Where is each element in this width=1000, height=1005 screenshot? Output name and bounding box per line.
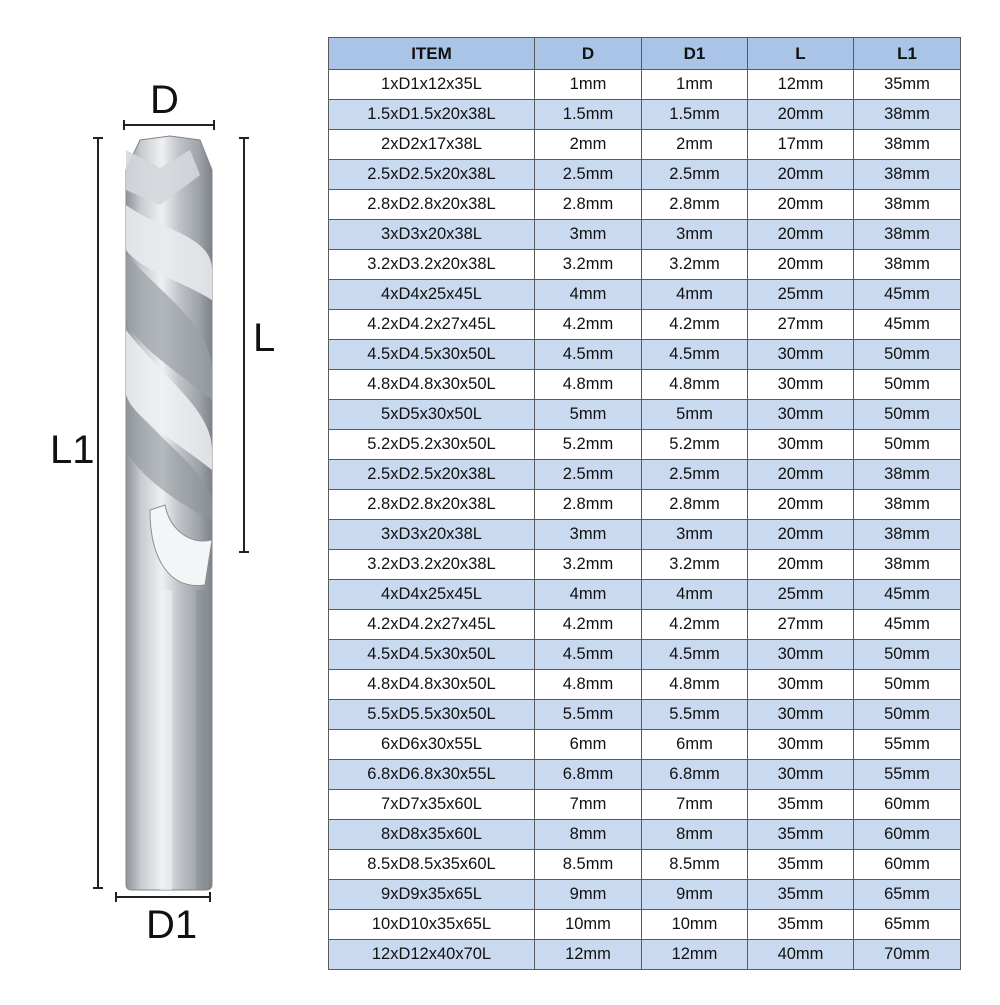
- cell-l: 30mm: [748, 430, 854, 460]
- table-row: [329, 100, 961, 130]
- table-row: [329, 400, 961, 430]
- cell-item: 10xD10x35x65L: [329, 910, 535, 940]
- header-item: ITEM: [329, 38, 535, 70]
- table-row: [329, 70, 961, 100]
- cell-item: 2.5xD2.5x20x38L: [329, 160, 535, 190]
- cell-l: 25mm: [748, 280, 854, 310]
- cell-l: 35mm: [748, 910, 854, 940]
- cell-item: 3xD3x20x38L: [329, 520, 535, 550]
- drill-bit-image: [0, 0, 320, 1000]
- label-d: D: [150, 78, 179, 122]
- cell-l: 25mm: [748, 580, 854, 610]
- cell-d: 5mm: [535, 400, 642, 430]
- cell-item: 5.2xD5.2x30x50L: [329, 430, 535, 460]
- cell-l1: 50mm: [854, 400, 961, 430]
- cell-d1: 6mm: [642, 730, 748, 760]
- cell-l: 20mm: [748, 520, 854, 550]
- cell-l: 30mm: [748, 400, 854, 430]
- cell-l1: 55mm: [854, 730, 961, 760]
- cell-d1: 6.8mm: [642, 760, 748, 790]
- cell-d: 4.5mm: [535, 640, 642, 670]
- cell-d: 2.5mm: [535, 160, 642, 190]
- cell-d1: 3mm: [642, 520, 748, 550]
- cell-item: 2xD2x17x38L: [329, 130, 535, 160]
- cell-l1: 38mm: [854, 460, 961, 490]
- cell-d1: 2.5mm: [642, 160, 748, 190]
- cell-l1: 50mm: [854, 670, 961, 700]
- cell-d: 6.8mm: [535, 760, 642, 790]
- table-row: [329, 250, 961, 280]
- table-row: [329, 940, 961, 970]
- cell-l: 40mm: [748, 940, 854, 970]
- cell-item: 4.5xD4.5x30x50L: [329, 640, 535, 670]
- cell-l: 30mm: [748, 340, 854, 370]
- cell-l1: 38mm: [854, 250, 961, 280]
- cell-d1: 4.5mm: [642, 340, 748, 370]
- cell-d1: 9mm: [642, 880, 748, 910]
- header-l: L: [748, 38, 854, 70]
- cell-item: 2.5xD2.5x20x38L: [329, 460, 535, 490]
- cell-d: 5.2mm: [535, 430, 642, 460]
- cell-l1: 38mm: [854, 490, 961, 520]
- cell-d: 8.5mm: [535, 850, 642, 880]
- cell-d1: 8mm: [642, 820, 748, 850]
- cell-d1: 4.2mm: [642, 310, 748, 340]
- cell-l1: 50mm: [854, 340, 961, 370]
- cell-d1: 5.2mm: [642, 430, 748, 460]
- cell-item: 4.5xD4.5x30x50L: [329, 340, 535, 370]
- cell-d: 4.2mm: [535, 310, 642, 340]
- cell-l1: 60mm: [854, 790, 961, 820]
- table-row: [329, 880, 961, 910]
- cell-d: 4.8mm: [535, 670, 642, 700]
- cell-d: 3.2mm: [535, 250, 642, 280]
- cell-l1: 45mm: [854, 580, 961, 610]
- cell-item: 4.2xD4.2x27x45L: [329, 310, 535, 340]
- cell-l: 20mm: [748, 160, 854, 190]
- cell-d1: 2mm: [642, 130, 748, 160]
- cell-l: 27mm: [748, 610, 854, 640]
- cell-l1: 50mm: [854, 370, 961, 400]
- cell-l1: 38mm: [854, 190, 961, 220]
- cell-d: 4.8mm: [535, 370, 642, 400]
- cell-d: 6mm: [535, 730, 642, 760]
- table-row: [329, 370, 961, 400]
- cell-l: 35mm: [748, 790, 854, 820]
- table-row: [329, 280, 961, 310]
- cell-l: 30mm: [748, 640, 854, 670]
- table-row: [329, 520, 961, 550]
- label-l: L: [253, 316, 276, 360]
- spec-table-container: [328, 37, 960, 970]
- cell-l: 20mm: [748, 490, 854, 520]
- spec-table-body: [329, 70, 961, 970]
- cell-d1: 4.5mm: [642, 640, 748, 670]
- table-row: [329, 490, 961, 520]
- cell-l1: 38mm: [854, 550, 961, 580]
- cell-l1: 38mm: [854, 130, 961, 160]
- cell-l1: 38mm: [854, 160, 961, 190]
- cell-l: 27mm: [748, 310, 854, 340]
- table-row: [329, 790, 961, 820]
- cell-d: 10mm: [535, 910, 642, 940]
- cell-d1: 2.8mm: [642, 190, 748, 220]
- cell-d: 7mm: [535, 790, 642, 820]
- cell-d: 3mm: [535, 520, 642, 550]
- cell-d1: 10mm: [642, 910, 748, 940]
- cell-l1: 45mm: [854, 610, 961, 640]
- table-row: [329, 310, 961, 340]
- cell-d: 1mm: [535, 70, 642, 100]
- cell-item: 5.5xD5.5x30x50L: [329, 700, 535, 730]
- cell-item: 1.5xD1.5x20x38L: [329, 100, 535, 130]
- cell-item: 8xD8x35x60L: [329, 820, 535, 850]
- cell-l1: 50mm: [854, 700, 961, 730]
- cell-l: 30mm: [748, 370, 854, 400]
- cell-l: 20mm: [748, 220, 854, 250]
- cell-d1: 4mm: [642, 280, 748, 310]
- cell-d: 2.8mm: [535, 490, 642, 520]
- cell-d: 2mm: [535, 130, 642, 160]
- cell-d: 5.5mm: [535, 700, 642, 730]
- cell-l: 12mm: [748, 70, 854, 100]
- table-row: [329, 130, 961, 160]
- drill-figure: [0, 0, 320, 1000]
- header-d1: D1: [642, 38, 748, 70]
- cell-l: 20mm: [748, 460, 854, 490]
- table-row: [329, 820, 961, 850]
- cell-l1: 60mm: [854, 820, 961, 850]
- cell-l: 30mm: [748, 760, 854, 790]
- cell-l: 30mm: [748, 730, 854, 760]
- cell-item: 4xD4x25x45L: [329, 280, 535, 310]
- cell-d1: 4mm: [642, 580, 748, 610]
- cell-item: 3.2xD3.2x20x38L: [329, 550, 535, 580]
- cell-item: 8.5xD8.5x35x60L: [329, 850, 535, 880]
- cell-l: 35mm: [748, 850, 854, 880]
- spec-table-header: [329, 38, 961, 70]
- cell-l1: 65mm: [854, 910, 961, 940]
- table-row: [329, 460, 961, 490]
- drill-body: [126, 136, 212, 890]
- cell-d1: 4.8mm: [642, 670, 748, 700]
- cell-d: 4mm: [535, 580, 642, 610]
- cell-l: 20mm: [748, 250, 854, 280]
- cell-item: 2.8xD2.8x20x38L: [329, 490, 535, 520]
- cell-l: 35mm: [748, 820, 854, 850]
- cell-item: 2.8xD2.8x20x38L: [329, 190, 535, 220]
- cell-d1: 3.2mm: [642, 250, 748, 280]
- cell-d1: 7mm: [642, 790, 748, 820]
- cell-l: 35mm: [748, 880, 854, 910]
- spec-table: [328, 37, 961, 970]
- cell-l: 20mm: [748, 550, 854, 580]
- cell-l1: 38mm: [854, 220, 961, 250]
- cell-l1: 50mm: [854, 640, 961, 670]
- cell-l1: 45mm: [854, 280, 961, 310]
- cell-d: 4.2mm: [535, 610, 642, 640]
- cell-item: 3.2xD3.2x20x38L: [329, 250, 535, 280]
- cell-l1: 38mm: [854, 520, 961, 550]
- cell-l: 20mm: [748, 190, 854, 220]
- table-row: [329, 550, 961, 580]
- cell-d1: 2.8mm: [642, 490, 748, 520]
- table-row: [329, 160, 961, 190]
- cell-item: 5xD5x30x50L: [329, 400, 535, 430]
- cell-d: 12mm: [535, 940, 642, 970]
- cell-d: 8mm: [535, 820, 642, 850]
- cell-l1: 50mm: [854, 430, 961, 460]
- cell-l: 17mm: [748, 130, 854, 160]
- cell-item: 12xD12x40x70L: [329, 940, 535, 970]
- table-row: [329, 850, 961, 880]
- table-row: [329, 910, 961, 940]
- table-row: [329, 700, 961, 730]
- cell-d: 2.5mm: [535, 460, 642, 490]
- table-row: [329, 430, 961, 460]
- cell-d: 3mm: [535, 220, 642, 250]
- cell-l: 30mm: [748, 670, 854, 700]
- table-row: [329, 670, 961, 700]
- table-row: [329, 340, 961, 370]
- cell-d: 3.2mm: [535, 550, 642, 580]
- cell-d: 4mm: [535, 280, 642, 310]
- table-row: [329, 220, 961, 250]
- cell-d1: 3mm: [642, 220, 748, 250]
- cell-item: 3xD3x20x38L: [329, 220, 535, 250]
- label-l1: L1: [50, 428, 95, 472]
- cell-d1: 8.5mm: [642, 850, 748, 880]
- cell-d1: 1.5mm: [642, 100, 748, 130]
- cell-item: 6.8xD6.8x30x55L: [329, 760, 535, 790]
- cell-l1: 60mm: [854, 850, 961, 880]
- cell-d1: 5mm: [642, 400, 748, 430]
- label-d1: D1: [146, 903, 198, 947]
- cell-item: 1xD1x12x35L: [329, 70, 535, 100]
- table-row: [329, 640, 961, 670]
- table-row: [329, 760, 961, 790]
- cell-item: 4.8xD4.8x30x50L: [329, 670, 535, 700]
- cell-d1: 4.8mm: [642, 370, 748, 400]
- table-row: [329, 610, 961, 640]
- cell-d1: 5.5mm: [642, 700, 748, 730]
- cell-d1: 4.2mm: [642, 610, 748, 640]
- cell-l1: 70mm: [854, 940, 961, 970]
- cell-d: 2.8mm: [535, 190, 642, 220]
- cell-item: 4xD4x25x45L: [329, 580, 535, 610]
- cell-d1: 1mm: [642, 70, 748, 100]
- cell-d: 4.5mm: [535, 340, 642, 370]
- table-row: [329, 730, 961, 760]
- cell-l1: 38mm: [854, 100, 961, 130]
- header-d: D: [535, 38, 642, 70]
- cell-item: 6xD6x30x55L: [329, 730, 535, 760]
- cell-item: 4.2xD4.2x27x45L: [329, 610, 535, 640]
- header-l1: L1: [854, 38, 961, 70]
- cell-l: 20mm: [748, 100, 854, 130]
- cell-l1: 35mm: [854, 70, 961, 100]
- cell-l1: 45mm: [854, 310, 961, 340]
- cell-item: 7xD7x35x60L: [329, 790, 535, 820]
- cell-l1: 55mm: [854, 760, 961, 790]
- cell-d1: 2.5mm: [642, 460, 748, 490]
- cell-l1: 65mm: [854, 880, 961, 910]
- table-row: [329, 580, 961, 610]
- cell-d: 9mm: [535, 880, 642, 910]
- cell-d1: 12mm: [642, 940, 748, 970]
- table-row: [329, 190, 961, 220]
- cell-item: 9xD9x35x65L: [329, 880, 535, 910]
- cell-d1: 3.2mm: [642, 550, 748, 580]
- cell-d: 1.5mm: [535, 100, 642, 130]
- cell-item: 4.8xD4.8x30x50L: [329, 370, 535, 400]
- cell-l: 30mm: [748, 700, 854, 730]
